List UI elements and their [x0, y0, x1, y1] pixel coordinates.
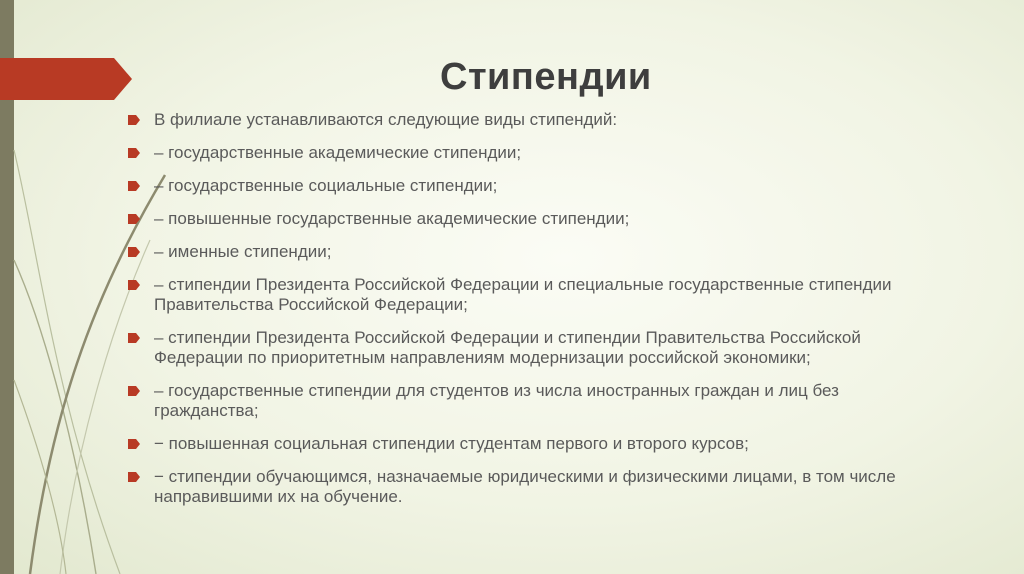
list-item-text: – стипендии Президента Российской Федерации и специальные государственные стипендии Правительства Российской Федерации; [154, 275, 892, 314]
list-item-text: – повышенные государственные академические стипендии; [154, 209, 630, 228]
list-item [128, 467, 948, 507]
arrow-bullet-icon [128, 332, 140, 344]
arrow-bullet-icon [128, 114, 140, 126]
arrow-bullet-icon [128, 385, 140, 397]
arrow-bullet-icon [128, 279, 140, 291]
list-item-text: – именные стипендии; [154, 242, 332, 261]
list-item-text: – государственные академические стипендии; [154, 143, 522, 162]
list-item [128, 209, 948, 229]
list-item [128, 275, 948, 315]
bullet-list [128, 110, 948, 520]
list-item [128, 242, 948, 262]
list-item [128, 381, 948, 421]
list-item-text: − стипендии обучающимся, назначаемые юридическими и физическими лицами, в том числе направившими их на обучение. [154, 467, 896, 506]
list-item-text: – государственные стипендии для студентов из числа иностранных граждан и лиц без гражданства; [154, 381, 839, 420]
list-item-text: В филиале устанавливаются следующие виды стипендий: [154, 110, 618, 129]
arrow-bullet-icon [128, 180, 140, 192]
arrow-bullet-icon [128, 438, 140, 450]
title-tab-shape [0, 58, 132, 100]
page-title: Стипендии [440, 56, 652, 98]
list-item-text: – стипендии Президента Российской Федерации и стипендии Правительства Российской Федерации по приоритетным направлениям модернизации российской экономики; [154, 328, 861, 367]
title-tab [0, 0, 134, 574]
list-item [128, 176, 948, 196]
arrow-bullet-icon [128, 246, 140, 258]
list-item [128, 110, 948, 130]
list-item-text: – государственные социальные стипендии; [154, 176, 498, 195]
list-item-text: − повышенная социальная стипендии студентам первого и второго курсов; [154, 434, 749, 453]
list-item [128, 328, 948, 368]
arrow-bullet-icon [128, 213, 140, 225]
list-item [128, 434, 948, 454]
arrow-bullet-icon [128, 471, 140, 483]
arrow-bullet-icon [128, 147, 140, 159]
list-item [128, 143, 948, 163]
